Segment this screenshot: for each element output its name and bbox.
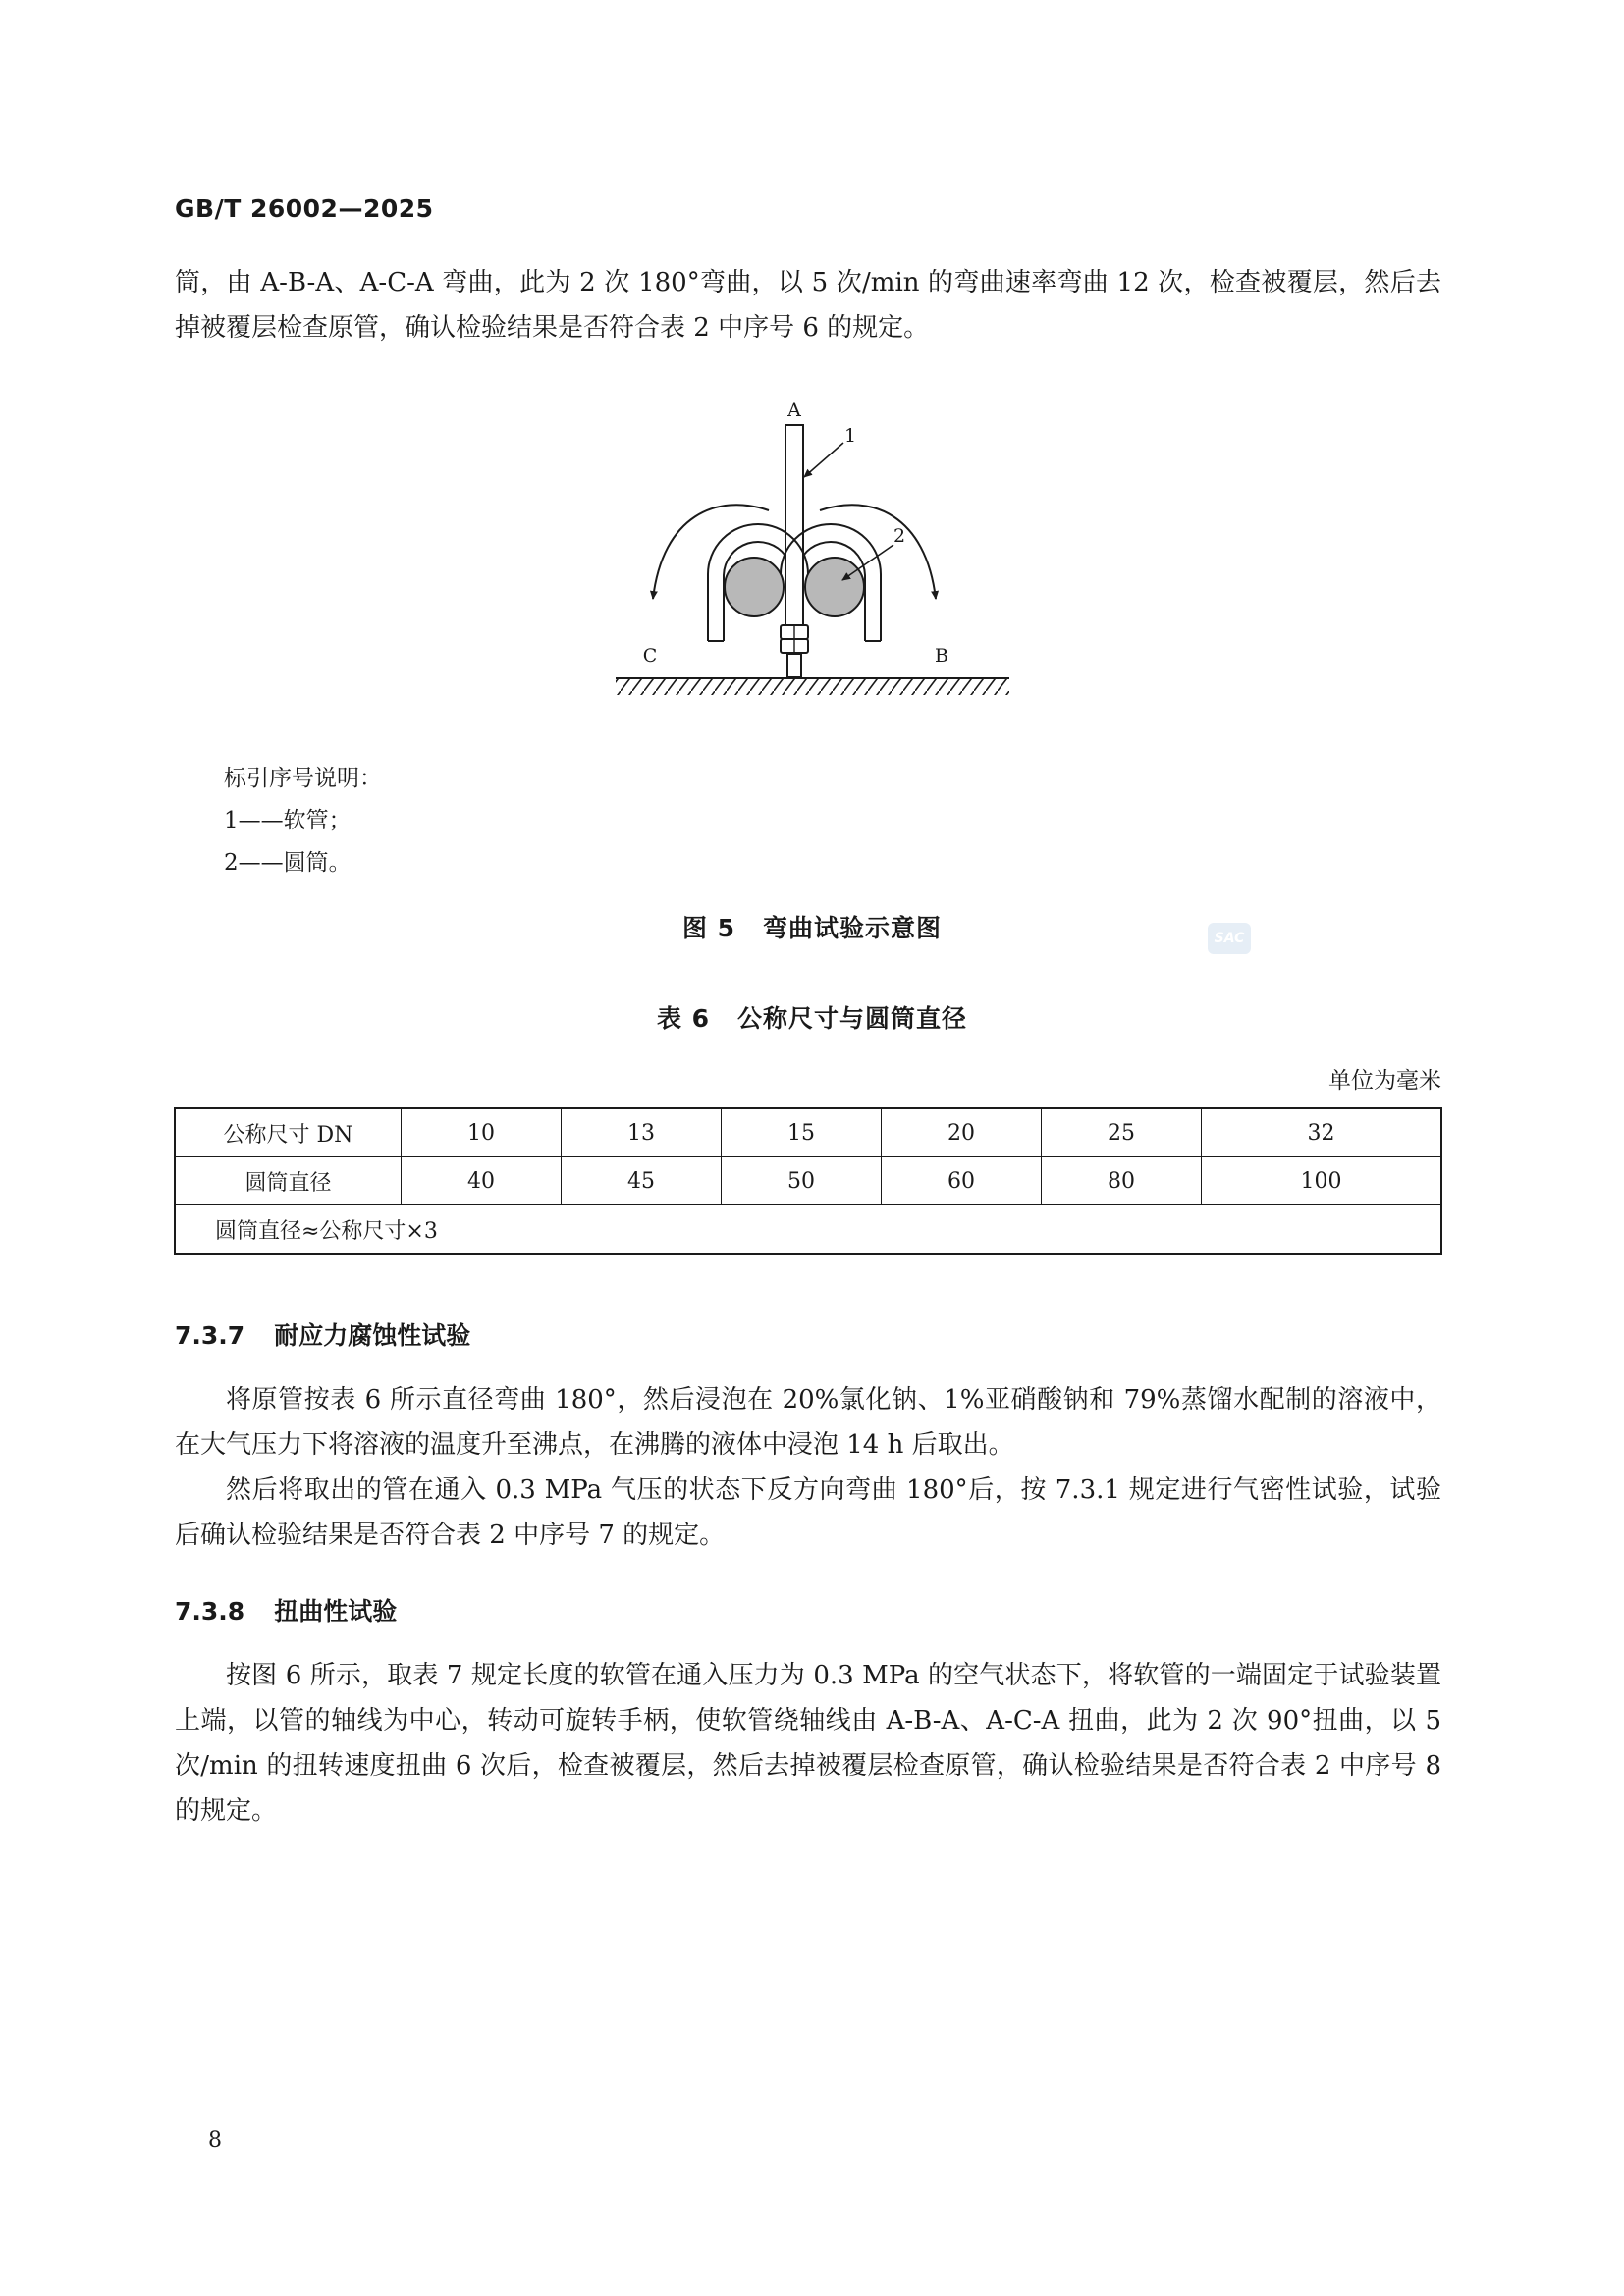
callout-number-1: 1 xyxy=(843,425,857,447)
legend-item-cylinder: 2——圆筒。 xyxy=(224,850,352,876)
table-cell: 80 xyxy=(1042,1157,1202,1205)
table-row-nominal-size xyxy=(175,1108,1441,1157)
table-cell: 10 xyxy=(402,1108,562,1157)
bending-test-figure xyxy=(609,393,1021,707)
sac-watermark-logo: SAC xyxy=(1208,923,1251,954)
nominal-size-table xyxy=(174,1107,1442,1255)
table-caption-number: 表 6 xyxy=(656,1004,711,1033)
table-cell: 32 xyxy=(1202,1108,1442,1157)
section-title: 耐应力腐蚀性试验 xyxy=(274,1321,471,1350)
table-note-cell: 圆筒直径≈公称尺寸×3 xyxy=(175,1205,1441,1255)
table-cell: 60 xyxy=(882,1157,1042,1205)
hose xyxy=(785,425,803,649)
section-number: 7.3.7 xyxy=(175,1321,245,1350)
figure-caption-title: 弯曲试验示意图 xyxy=(763,914,943,942)
figure-caption xyxy=(0,909,1624,944)
section-title: 扭曲性试验 xyxy=(274,1597,398,1626)
callout-number-2: 2 xyxy=(893,525,906,547)
callout-line-1 xyxy=(804,443,843,477)
table-unit-note: 单位为毫米 xyxy=(1328,1068,1441,1094)
fitting-base xyxy=(787,654,801,677)
section-heading-7-3-7 xyxy=(175,1316,470,1352)
table-cell: 45 xyxy=(562,1157,722,1205)
section-7-3-7-paragraph-1: 将原管按表 6 所示直径弯曲 180°，然后浸泡在 20%氯化钠、1%亚硝酸钠和 79%蒸馏水配制的溶液中，在大气压力下将溶液的温度升至沸点，在沸腾的液体中浸泡 14 h 后取出。 xyxy=(175,1385,1441,1460)
label-b: B xyxy=(935,645,948,667)
section-number: 7.3.8 xyxy=(175,1597,245,1626)
table-cell: 15 xyxy=(722,1108,882,1157)
table-cell: 100 xyxy=(1202,1157,1442,1205)
table-row-header: 圆筒直径 xyxy=(175,1157,402,1205)
ground-hatch xyxy=(616,679,1009,695)
left-cylinder xyxy=(725,558,784,616)
figure-legend xyxy=(224,758,382,884)
standard-code-header: GB/T 26002—2025 xyxy=(175,194,434,223)
table-row-note xyxy=(175,1205,1441,1255)
table-row-header: 公称尺寸 DN xyxy=(175,1108,402,1157)
legend-item-hose: 1——软管； xyxy=(224,808,352,833)
table-row-cylinder-diameter xyxy=(175,1157,1441,1205)
table-cell: 13 xyxy=(562,1108,722,1157)
table-cell: 25 xyxy=(1042,1108,1202,1157)
label-c: C xyxy=(642,645,658,667)
table-cell: 20 xyxy=(882,1108,1042,1157)
table-caption xyxy=(0,999,1624,1035)
section-7-3-7-paragraph-2: 然后将取出的管在通入 0.3 MPa 气压的状态下反方向弯曲 180°后，按 7.3.1 规定进行气密性试验，试验后确认检验结果是否符合表 2 中序号 7 的规定。 xyxy=(175,1475,1441,1550)
table-cell: 40 xyxy=(402,1157,562,1205)
page-number: 8 xyxy=(208,2128,222,2153)
label-a: A xyxy=(787,400,801,421)
intro-paragraph: 筒，由 A-B-A、A-C-A 弯曲，此为 2 次 180°弯曲，以 5 次/min 的弯曲速率弯曲 12 次，检查被覆层，然后去掉被覆层检查原管，确认检验结果是否符合表 2 中序号 6 的规定。 xyxy=(175,268,1441,343)
table-cell: 50 xyxy=(722,1157,882,1205)
section-7-3-8-paragraph-1: 按图 6 所示，取表 7 规定长度的软管在通入压力为 0.3 MPa 的空气状态下，将软管的一端固定于试验装置上端，以管的轴线为中心，转动可旋转手柄，使软管绕轴线由 A-B-A、A-C-A 扭曲，此为 2 次 90°扭曲，以 5 次/min 的扭转速度扭曲 6 次后，检查被覆层，然后去掉被覆层检查原管，确认检验结果是否符合表 2 中序号 8 的规定。 xyxy=(175,1661,1441,1826)
table-caption-title: 公称尺寸与圆筒直径 xyxy=(737,1004,968,1033)
section-heading-7-3-8 xyxy=(175,1592,397,1628)
right-cylinder xyxy=(805,558,864,616)
figure-caption-number: 图 5 xyxy=(681,914,736,942)
legend-title: 标引序号说明： xyxy=(224,766,382,791)
